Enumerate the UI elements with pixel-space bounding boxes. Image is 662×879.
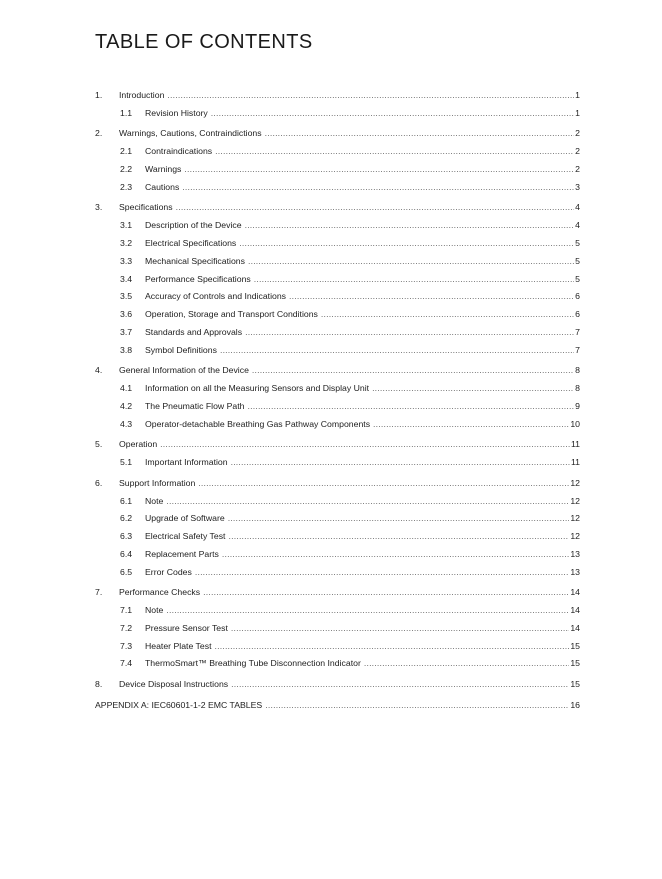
dot-leader <box>239 235 574 253</box>
toc-entry-number: 3.7 <box>120 326 133 337</box>
toc-entry-number: 3.4 <box>120 273 133 284</box>
toc-entry-page-number: 1 <box>575 107 580 118</box>
toc-subsection-entry[interactable] <box>95 253 580 271</box>
dot-leader <box>247 398 574 416</box>
page-title: TABLE OF CONTENTS <box>95 31 313 53</box>
toc-subsection-entry[interactable] <box>95 602 580 620</box>
toc-entry-page-number: 6 <box>575 309 580 320</box>
toc-entry-title: Upgrade of Software <box>145 513 225 524</box>
toc-entry-title: Note <box>145 495 164 506</box>
toc-entry-page-number: 7 <box>575 326 580 337</box>
dot-leader <box>248 253 574 271</box>
toc-entry-page-number: 4 <box>575 202 580 213</box>
toc-entry-number: 7.1 <box>120 605 133 616</box>
toc-entry-page-number: 12 <box>570 531 580 542</box>
toc-entry-number: 2. <box>95 128 103 139</box>
toc-section-entry[interactable] <box>95 199 580 217</box>
toc-subsection-entry[interactable] <box>95 655 580 673</box>
toc-subsection-entry[interactable] <box>95 380 580 398</box>
dot-leader <box>167 87 574 105</box>
toc-entry-number: 6.4 <box>120 548 133 559</box>
toc-entry-title: Contraindications <box>145 146 213 157</box>
toc-entry-page-number: 13 <box>570 548 580 559</box>
dot-leader <box>182 179 574 197</box>
dot-leader <box>245 324 574 342</box>
toc-entry-page-number: 5 <box>575 255 580 266</box>
toc-subsection-entry[interactable] <box>95 217 580 235</box>
toc-entry-number: 2.3 <box>120 181 133 192</box>
toc-entry-title: Information on all the Measuring Sensors and Display Unit <box>145 383 370 394</box>
toc-entry-number: 4. <box>95 365 103 376</box>
toc-entry-title: Cautions <box>145 181 180 192</box>
toc-entry-title: Heater Plate Test <box>145 640 212 651</box>
toc-section-entry[interactable] <box>95 125 580 143</box>
dot-leader <box>228 528 569 546</box>
toc-section-entry[interactable] <box>95 676 580 694</box>
toc-entry-title: Important Information <box>145 457 228 468</box>
toc-entry-number: 2.1 <box>120 146 133 157</box>
toc-subsection-entry[interactable] <box>95 271 580 289</box>
dot-leader <box>231 676 569 694</box>
toc-section-entry[interactable] <box>95 584 580 602</box>
toc-entry-title: Warnings <box>145 163 182 174</box>
toc-section-entry[interactable] <box>95 362 580 380</box>
dot-leader <box>176 199 575 217</box>
toc-entry-page-number: 15 <box>570 679 580 690</box>
toc-entry-title: Replacement Parts <box>145 548 219 559</box>
toc-appendix-entry[interactable] <box>95 697 580 715</box>
dot-leader <box>220 342 574 360</box>
toc-entry-page-number: 12 <box>570 495 580 506</box>
toc-subsection-entry[interactable] <box>95 288 580 306</box>
toc-entry-title: Description of the Device <box>145 220 242 231</box>
toc-entry-title: Introduction <box>119 90 165 100</box>
toc-subsection-entry[interactable] <box>95 638 580 656</box>
table-of-contents <box>95 87 580 714</box>
toc-entry-title: Operation <box>119 439 158 450</box>
toc-entry-title: General Information of the Device <box>119 365 249 376</box>
toc-entry-title: Standards and Approvals <box>145 326 243 337</box>
toc-entry-title: Specifications <box>119 202 173 213</box>
toc-section-entry[interactable] <box>95 87 580 105</box>
toc-entry-number: 6.1 <box>120 495 133 506</box>
toc-entry-page-number: 9 <box>575 400 580 411</box>
toc-entry-number: 7.2 <box>120 622 133 633</box>
toc-entry-page-number: 14 <box>570 587 580 598</box>
toc-entry-number: 3.2 <box>120 237 133 248</box>
toc-subsection-entry[interactable] <box>95 398 580 416</box>
toc-entry-title: Error Codes <box>145 566 192 577</box>
toc-entry-title: APPENDIX A: IEC60601-1-2 EMC TABLES <box>95 699 263 710</box>
toc-section-entry[interactable] <box>95 475 580 493</box>
toc-entry-number: 7. <box>95 587 103 598</box>
toc-entry-page-number: 14 <box>570 605 580 616</box>
toc-entry-page-number: 3 <box>575 181 580 192</box>
toc-entry-page-number: 8 <box>575 365 580 376</box>
dot-leader <box>252 362 574 380</box>
toc-entry-title: Symbol Definitions <box>145 344 217 355</box>
dot-leader <box>364 655 569 673</box>
dot-leader <box>231 620 569 638</box>
toc-entry-page-number: 12 <box>570 477 580 488</box>
toc-entry-number: 6. <box>95 477 103 488</box>
toc-subsection-entry[interactable] <box>95 179 580 197</box>
toc-entry-page-number: 14 <box>570 622 580 633</box>
dot-leader <box>195 564 569 582</box>
dot-leader <box>166 493 569 511</box>
toc-entry-page-number: 4 <box>575 220 580 231</box>
toc-entry-number: 4.2 <box>120 400 133 411</box>
toc-entry-title: Note <box>145 605 164 616</box>
toc-entry-title: Device Disposal Instructions <box>119 679 229 690</box>
toc-entry-title: Warnings, Cautions, Contraindictions <box>119 128 262 139</box>
toc-subsection-entry[interactable] <box>95 324 580 342</box>
toc-entry-number: 1.1 <box>120 107 133 118</box>
toc-entry-page-number: 6 <box>575 291 580 302</box>
toc-entry-number: 2.2 <box>120 163 133 174</box>
toc-entry-title: Pressure Sensor Test <box>145 622 228 633</box>
toc-subsection-entry[interactable] <box>95 564 580 582</box>
toc-entry-page-number: 5 <box>575 273 580 284</box>
toc-entry-page-number: 16 <box>570 699 580 710</box>
toc-entry-page-number: 15 <box>570 640 580 651</box>
toc-entry-title: Support Information <box>119 477 196 488</box>
toc-entry-page-number: 8 <box>575 383 580 394</box>
toc-entry-title: Operator-detachable Breathing Gas Pathway Components <box>145 418 371 429</box>
toc-entry-number: 3. <box>95 202 103 213</box>
toc-entry-title: Performance Specifications <box>145 273 251 284</box>
toc-entry-number: 7.3 <box>120 640 133 651</box>
toc-entry-title: Mechanical Specifications <box>145 255 245 266</box>
dot-leader <box>373 416 569 434</box>
dot-leader <box>228 510 570 528</box>
toc-entry-title: Electrical Specifications <box>145 237 237 248</box>
toc-entry-number: 6.2 <box>120 513 133 524</box>
toc-subsection-entry[interactable] <box>95 454 580 472</box>
dot-leader <box>222 546 569 564</box>
toc-entry-page-number: 7 <box>575 344 580 355</box>
dot-leader <box>215 143 574 161</box>
toc-entry-title: Accuracy of Controls and Indications <box>145 291 287 302</box>
dot-leader <box>214 638 569 656</box>
toc-entry-title: Performance Checks <box>119 587 201 598</box>
toc-entry-number: 3.1 <box>120 220 133 231</box>
toc-entry-title: The Pneumatic Flow Path <box>145 400 245 411</box>
toc-section-entry[interactable] <box>95 436 580 454</box>
toc-entry-title: Revision History <box>145 107 208 118</box>
toc-subsection-entry[interactable] <box>95 143 580 161</box>
toc-entry-page-number: 2 <box>575 163 580 174</box>
toc-entry-page-number: 13 <box>570 566 580 577</box>
toc-entry-title: Electrical Safety Test <box>145 531 226 542</box>
toc-entry-page-number: 10 <box>570 418 580 429</box>
toc-entry-title: Operation, Storage and Transport Conditions <box>145 309 318 320</box>
toc-subsection-entry[interactable] <box>95 546 580 564</box>
toc-entry-number: 8. <box>95 679 103 690</box>
toc-entry-page-number: 12 <box>570 513 580 524</box>
toc-entry-page-number: 5 <box>575 237 580 248</box>
toc-subsection-entry[interactable] <box>95 493 580 511</box>
toc-entry-title: ThermoSmart™ Breathing Tube Disconnection Indicator <box>145 658 361 669</box>
dot-leader <box>198 475 569 493</box>
dot-leader <box>245 217 575 235</box>
toc-entry-number: 4.1 <box>120 383 133 394</box>
dot-leader <box>160 436 570 454</box>
toc-subsection-entry[interactable] <box>95 105 580 123</box>
toc-subsection-entry[interactable] <box>95 342 580 360</box>
dot-leader <box>372 380 574 398</box>
toc-entry-number: 6.5 <box>120 566 133 577</box>
toc-entry-number: 1. <box>95 90 103 100</box>
dot-leader <box>166 602 569 620</box>
toc-entry-number: 5. <box>95 439 103 450</box>
toc-subsection-entry[interactable] <box>95 235 580 253</box>
toc-entry-number: 4.3 <box>120 418 133 429</box>
dot-leader <box>203 584 569 602</box>
toc-entry-number: 3.6 <box>120 309 133 320</box>
toc-subsection-entry[interactable] <box>95 620 580 638</box>
toc-entry-page-number: 11 <box>570 457 580 468</box>
dot-leader <box>321 306 574 324</box>
toc-entry-number: 5.1 <box>120 457 133 468</box>
dot-leader <box>289 288 574 306</box>
toc-entry-number: 3.3 <box>120 255 133 266</box>
toc-entry-number: 7.4 <box>120 658 133 669</box>
dot-leader <box>211 105 574 123</box>
toc-entry-page-number: 2 <box>575 128 580 139</box>
toc-subsection-entry[interactable] <box>95 306 580 324</box>
dot-leader <box>265 697 569 715</box>
toc-subsection-entry[interactable] <box>95 528 580 546</box>
toc-subsection-entry[interactable] <box>95 161 580 179</box>
toc-entry-number: 3.5 <box>120 291 133 302</box>
dot-leader <box>254 271 574 289</box>
toc-entry-page-number: 11 <box>570 439 580 450</box>
toc-entry-page-number: 1 <box>575 90 580 100</box>
toc-entry-number: 6.3 <box>120 531 133 542</box>
dot-leader <box>184 161 574 179</box>
dot-leader <box>231 454 570 472</box>
toc-entry-page-number: 15 <box>570 658 580 669</box>
toc-entry-number: 3.8 <box>120 344 133 355</box>
toc-entry-page-number: 2 <box>575 146 580 157</box>
toc-subsection-entry[interactable] <box>95 510 580 528</box>
toc-subsection-entry[interactable] <box>95 416 580 434</box>
dot-leader <box>265 125 575 143</box>
